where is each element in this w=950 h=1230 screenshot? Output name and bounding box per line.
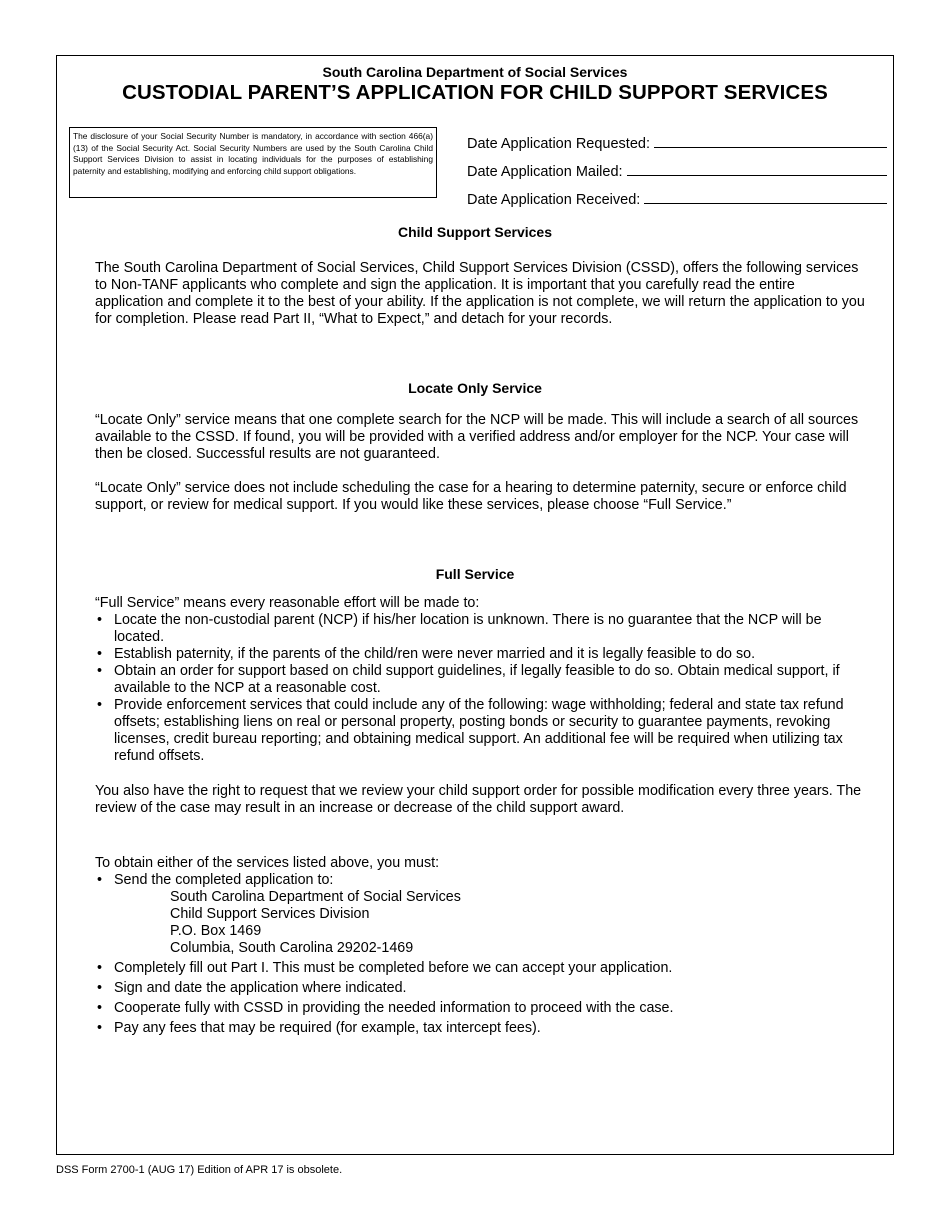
full-service-list [95, 612, 865, 765]
list-item: • Sign and date the application where indicated. [95, 980, 865, 997]
mailing-address [114, 889, 865, 957]
form-footer: DSS Form 2700-1 (AUG 17) Edition of APR 17 is obsolete. [56, 1164, 343, 1176]
address-line: Columbia, South Carolina 29202-1469 [170, 940, 414, 956]
date-requested-row [467, 124, 887, 152]
date-received-label: Date Application Received: [467, 192, 641, 208]
locate-only-heading: Locate Only Service [408, 380, 542, 396]
address-line: South Carolina Department of Social Services [170, 889, 461, 905]
send-application-text: • Send the completed application to: [114, 872, 334, 888]
list-item: • Pay any fees that may be required (for example, tax intercept fees). [95, 1020, 865, 1037]
agency-name: South Carolina Department of Social Services [322, 64, 628, 80]
application-dates [467, 124, 887, 208]
list-item: • Provide enforcement services that could include any of the following: wage withholding; federal and state tax refund offsets; establishing liens on real or personal property, posting bonds or security to guarantee payments, revoking licenses, credit bureau reporting; and obtaining medical support. An additional fee will be required when utilizing tax refund offsets. [95, 697, 865, 765]
list-item: • Obtain an order for support based on child support guidelines, if legally feasible to do so. Obtain medical support, if available to the NCP at a reasonable cost. [95, 663, 865, 697]
date-requested-field[interactable] [654, 147, 887, 148]
address-line: P.O. Box 1469 [170, 923, 262, 939]
locate-only-text-1: “Locate Only” service means that one complete search for the NCP will be made. This will include a search of all sources available to the CSSD. If found, you will be provided with a verified address and/or employer for the NCP. Your case will then be closed. Successful results are not guaranteed. [95, 412, 859, 462]
date-mailed-field[interactable] [627, 175, 887, 176]
list-item: • Completely fill out Part I. This must be completed before we can accept your application. [95, 960, 865, 977]
date-mailed-label: Date Application Mailed: [467, 164, 623, 180]
list-item [95, 872, 865, 957]
how-to-obtain-block [95, 855, 865, 1037]
ssn-disclosure-box: The disclosure of your Social Security Number is mandatory, in accordance with section 466(a)(13) of the Social Security Act. Social Security Numbers are used by the South Carolina Child Support Services Division to assist in locating individuals for the purposes of establishing paternity and establishing, modifying and enforcing child support obligations. [69, 127, 437, 198]
how-to-obtain-list [95, 872, 865, 1037]
full-service-intro: “Full Service” means every reasonable effort will be made to: [95, 595, 480, 611]
date-received-row [467, 180, 887, 208]
date-received-field[interactable] [644, 203, 887, 204]
form-title: CUSTODIAL PARENT’S APPLICATION FOR CHILD SUPPORT SERVICES [122, 81, 828, 104]
date-requested-label: Date Application Requested: [467, 136, 650, 152]
list-item: • Establish paternity, if the parents of the child/ren were never married and it is legally feasible to do so. [95, 646, 865, 663]
child-support-services-text: The South Carolina Department of Social Services, Child Support Services Division (CSSD), offers the following services to Non-TANF applicants who complete and sign the application. It is important that you carefully read the entire application and complete it to the best of your ability. If the application is not complete, we will return the application to you for completion. Please read Part II, “What to Expect,” and detach for your records. [95, 260, 865, 327]
locate-only-text-2: “Locate Only” service does not include scheduling the case for a hearing to determine paternity, secure or enforce child support, or review for medical support. If you would like these services, please choose “Full Service.” [95, 480, 847, 513]
how-to-obtain-intro: To obtain either of the services listed above, you must: [95, 855, 440, 871]
child-support-services-heading: Child Support Services [397, 224, 553, 240]
modification-review-text: You also have the right to request that we review your child support order for possible modification every three years. The review of the case may result in an increase or decrease of the child support award. [95, 783, 862, 816]
full-service-block [95, 595, 865, 765]
address-line: Child Support Services Division [170, 906, 370, 922]
date-mailed-row [467, 152, 887, 180]
full-service-heading: Full Service [435, 566, 515, 582]
list-item: • Cooperate fully with CSSD in providing the needed information to proceed with the case. [95, 1000, 865, 1017]
list-item: • Locate the non-custodial parent (NCP) if his/her location is unknown. There is no guarantee that the NCP will be located. [95, 612, 865, 646]
